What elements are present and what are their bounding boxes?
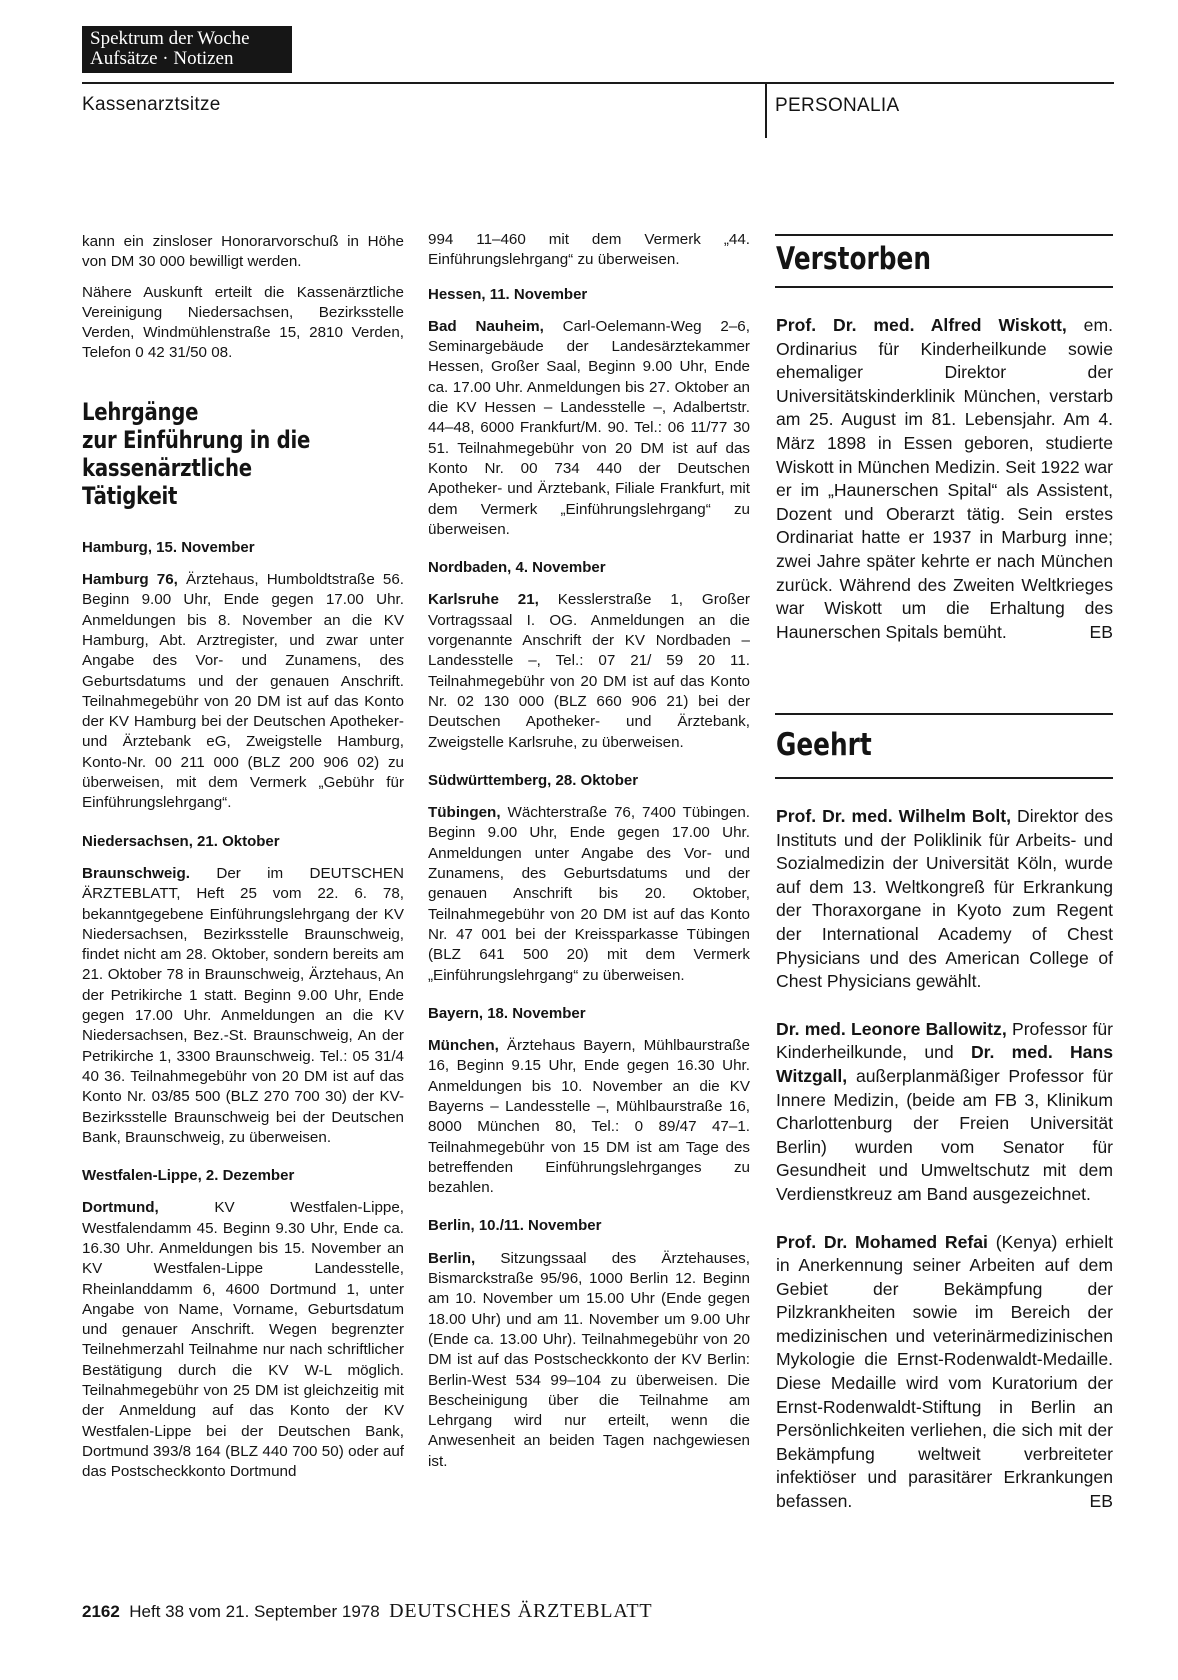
- subheading: Hamburg, 15. November: [82, 538, 255, 556]
- paragraph-text: em. Ordinarius für Kinderheilkunde sowie ehemaliger Direktor der Universitätskinderklinik München, verstarb am 25. August im 81. Lebensjahr. Am 4. März 1898 in Essen geboren, studierte Wiskott in München Medizin. Seit 1922 war er im „Haunerschen Spital“ als Assistent, Dozent und Oberarzt tätig. Sein erstes Ordinariat hatte er 1937 in Marburg inne; zwei Jahre später kehrte er nach München zurück. Während des Zweiten Weltkrieges war Wiskott um die Erhaltung des Haunerschen Spitals bemüht.: [776, 315, 1114, 642]
- lead-term: Bad Nauheim,: [428, 317, 544, 335]
- verstorben-heading: Verstorben: [776, 241, 931, 277]
- paragraph-text: (Kenya) erhielt in Anerkennung seiner Arbeiten auf dem Gebiet der Bekämpfung der Pilzkrankheiten sowie im Bereich der medizinischen und veterinärmedizinischen Mykologie die Ernst-Rodenwaldt-Medaille. Diese Medaille wird vom Kuratorium der Ernst-Rodenwaldt-Stiftung in Berlin an Persönlichkeiten verliehen, die sich mit der Bekämpfung weltweit verbreiteter infektiöser und parasitärer Erkrankungen befassen.: [776, 1231, 1113, 1512]
- paragraph: kann ein zinsloser Honorarvorschuß in Höhe von DM 30 000 bewilligt werden.: [82, 233, 404, 271]
- subheading: Berlin, 10./11. November: [428, 1217, 602, 1235]
- subheading: Nordbaden, 4. November: [428, 559, 606, 577]
- person-name: Dr. med. Leonore Ballowitz,: [776, 1018, 1007, 1039]
- page-number: 2162: [82, 1602, 120, 1621]
- lead-term: Hamburg 76,: [82, 571, 178, 589]
- paragraph-text: Sitzungssaal des Ärztehauses, Bismarckstraße 95/96, 1000 Berlin 12. Beginn am 10. November um 15.00 Uhr (Ende gegen 18.00 Uhr) und am 11. November um 9.00 Uhr (Ende ca. 13.00 Uhr). Teilnahmegebühr von 20 DM ist auf das Postscheckkonto der KV Berlin: Berlin-West 534 99–104 zu überweisen. Die Bescheinigung über die Teilnahme am Lehrgang wird nur erteilt, wenn die Anwesenheit an beiden Tagen nachgewiesen ist.: [428, 1249, 750, 1470]
- issue-info: Heft 38 vom 21. September 1978: [129, 1602, 380, 1621]
- paragraph-text: Professor für Kinderheilkunde, und: [776, 1018, 1113, 1063]
- masthead-line1: Spektrum der Woche: [90, 28, 250, 49]
- section-heading: [82, 398, 404, 510]
- verstorben-rule-top: [775, 234, 1113, 236]
- lead-term: München,: [428, 1037, 499, 1055]
- person-name: Prof. Dr. med. Alfred Wiskott,: [776, 315, 1067, 335]
- paragraph-text: Wächterstraße 76, 7400 Tübingen. Beginn 9.00 Uhr, Ende gegen 17.00 Uhr. Anmeldungen unter Angabe des Vor- und Zunamens, des Geburtsdatums und der genauen Anschrift bis 20. Oktober, Teilnahmegebühr von 20 DM ist auf das Konto Nr. 47 001 bei der Kreissparkasse Tübingen (BLZ 641 500 20) mit dem Vermerk „Einführungslehrgang“ zu überweisen.: [428, 804, 750, 984]
- obituary-wiskott: [776, 314, 1113, 644]
- masthead: [82, 26, 292, 73]
- geehrt-rule-top: [775, 713, 1113, 715]
- masthead-line2: Aufsätze · Notizen: [90, 48, 234, 69]
- section-label-left: Kassenarztsitze: [82, 94, 221, 115]
- honors-list: [776, 805, 1113, 1514]
- person-name: Prof. Dr. med. Wilhelm Bolt,: [776, 806, 1012, 826]
- geehrt-rule-bottom: [775, 777, 1113, 779]
- lead-term: Tübingen,: [428, 804, 501, 822]
- column-divider: [765, 82, 767, 138]
- paragraph: Nähere Auskunft erteilt die Kassenärztliche Vereinigung Niedersachsen, Bezirksstelle Verden, Windmühlenstraße 15, 2810 Verden, Telefon 0 42 31/50 08.: [82, 283, 404, 362]
- paragraph-text: KV Westfalen-Lippe, Westfalendamm 45. Beginn 9.30 Uhr, Ende ca. 16.30 Uhr. Anmeldungen bis 15. November an KV Westfalen-Lippe Landesstelle, Rheinlanddamm 6, 4600 Dortmund 1, unter Angabe von Name, Vorname, Geburtsdatum und genauer Anschrift. Wegen begrenzter Teilnehmerzahl Teilnahme nur nach schriftlicher Bestätigung durch die KV W-L möglich. Teilnahmegebühr von 25 DM ist gleichzeitig mit der Anmeldung auf das Konto der KV Westfalen-Lippe bei der Deutschen Bank, Dortmund 393/8 164 (BLZ 440 700 50) oder auf das Postscheckkonto Dortmund: [82, 1199, 404, 1481]
- section-label-right: PERSONALIA: [775, 95, 900, 116]
- header-rule: [82, 82, 1114, 84]
- subheading: Bayern, 18. November: [428, 1004, 586, 1022]
- honor-entry: [776, 1231, 1113, 1514]
- lead-term: Karlsruhe 21,: [428, 591, 539, 609]
- subheading: Niedersachsen, 21. Oktober: [82, 832, 280, 850]
- journal-name: DEUTSCHES ÄRZTEBLATT: [389, 1600, 653, 1622]
- column-1: [82, 232, 404, 1483]
- subheading: Westfalen-Lippe, 2. Dezember: [82, 1167, 295, 1185]
- paragraph-text: Der im DEUTSCHEN ÄRZTEBLATT, Heft 25 vom 22. 6. 78, bekanntgegebene Einführungslehrgang der KV Niedersachsen, Bezirksstelle Braunschweig, findet nicht am 28. Oktober, sondern bereits am 21. Oktober 78 in Braunschweig, Ärztehaus, An der Petrikirche 1 statt. Beginn 9.00 Uhr, Ende gegen 17.00 Uhr. Anmeldungen an die KV Niedersachsen, Bez.-St. Braunschweig, An der Petrikirche 1, 3300 Braunschweig. Tel.: 05 31/4 40 36. Teilnahmegebühr von 20 DM ist auf das Konto Nr. 03/85 500 (BLZ 270 700 30) der KV-Bezirksstelle Braunschweig bei der Deutschen Bank, Braunschweig, zu überweisen.: [82, 864, 404, 1146]
- verstorben-rule-bottom: [775, 286, 1113, 288]
- honor-entry: [776, 1018, 1113, 1207]
- paragraph-text: außerplanmäßiger Professor für Innere Medizin, (beide am FB 3, Klinikum Charlottenburg der Freien Universität Berlin) wurden vom Senator für Gesundheit und Umweltschutz mit dem Verdienstkreuz am Band ausgezeichnet.: [776, 1065, 1113, 1204]
- paragraph-text: Kesslerstraße 1, Großer Vortragssaal I. OG. Anmeldungen an die vorgenannte Anschrift der KV Nordbaden – Landesstelle –, Tel.: 07 21/ 59 20 11. Teilnahmegebühr von 20 DM ist auf das Konto Nr. 02 130 000 (BLZ 660 906 21) bei der Deutschen Apotheker- und Ärztebank, Zweigstelle Karlsruhe, zu überweisen.: [428, 591, 750, 751]
- subheading: Südwürttemberg, 28. Oktober: [428, 771, 639, 789]
- lead-term: Braunschweig.: [82, 864, 191, 882]
- honor-entry: [776, 805, 1113, 994]
- heading-line: Lehrgänge: [82, 397, 199, 426]
- lead-term: Berlin,: [428, 1249, 476, 1267]
- author-signature: EB: [1089, 1491, 1113, 1512]
- subheading: Hessen, 11. November: [428, 285, 588, 303]
- author-signature: EB: [1089, 621, 1113, 642]
- page-footer: [82, 1600, 652, 1623]
- paragraph-text: Direktor des Instituts und der Poliklinik für Arbeits- und Sozialmedizin der Universität Köln, wurde auf dem 13. Weltkongreß für Erkrankung der Thoraxorgane in Kyoto zum Regent der International Academy of Chest Physicians und des American College of Chest Physicians gewählt.: [776, 806, 1114, 992]
- heading-line: kassenärztliche Tätigkeit: [82, 453, 252, 510]
- person-name: Dr. med. Hans Witzgall,: [776, 1042, 1113, 1086]
- geehrt-heading: Geehrt: [776, 727, 872, 763]
- lead-term: Dortmund,: [82, 1199, 159, 1217]
- heading-line: zur Einführung in die: [82, 425, 311, 454]
- paragraph-text: Ärztehaus, Humboldtstraße 56. Beginn 9.00 Uhr, Ende gegen 17.00 Uhr. Anmeldungen bis 8. November an die KV Hamburg, Abt. Arztregister, und zwar unter Angabe des Vor- und Zunamens, des Geburtsdatums und der genauen Anschrift. Teilnahmegebühr von 20 DM ist auf das Konto der KV Hamburg bei der Deutschen Apotheker- und Ärztebank eG, Zweigstelle Hamburg, Konto-Nr. 00 211 000 (BLZ 200 906 02) zu überweisen, mit dem Vermerk „Gebühr für Einführungslehrgang“.: [82, 571, 404, 812]
- paragraph-text: Carl-Oelemann-Weg 2–6, Seminargebäude der Landesärztekammer Hessen, Großer Saal, Beginn 9.00 Uhr, Ende ca. 17.00 Uhr. Anmeldungen bis 27. Oktober an die KV Hessen – Landesstelle –, Adalbertstr. 44–48, 6000 Frankfurt/M. 90. Tel.: 06 11/77 30 51. Teilnahmegebühr von 20 DM ist auf das Konto Nr. 00 734 440 der Deutschen Apotheker- und Ärztebank, Filiale Frankfurt, mit dem Vermerk „Einführungslehrgang“ zu überweisen.: [428, 317, 750, 538]
- column-2: [428, 230, 750, 1472]
- paragraph-text: Ärztehaus Bayern, Mühlbaurstraße 16, Beginn 9.15 Uhr, Ende gegen 16.30 Uhr. Anmeldungen bis 10. November an die KV Bayerns – Landesstelle –, Mühlbaurstraße 16, 8000 München 80, Tel.: 0 89/47 47–1. Teilnahmegebühr von 15 DM ist am Tage des betreffenden Einführungslehrganges zu bezahlen.: [428, 1037, 750, 1197]
- person-name: Prof. Dr. Mohamed Refai: [776, 1231, 988, 1252]
- paragraph: 994 11–460 mit dem Vermerk „44. Einführungslehrgang“ zu überweisen.: [428, 231, 750, 269]
